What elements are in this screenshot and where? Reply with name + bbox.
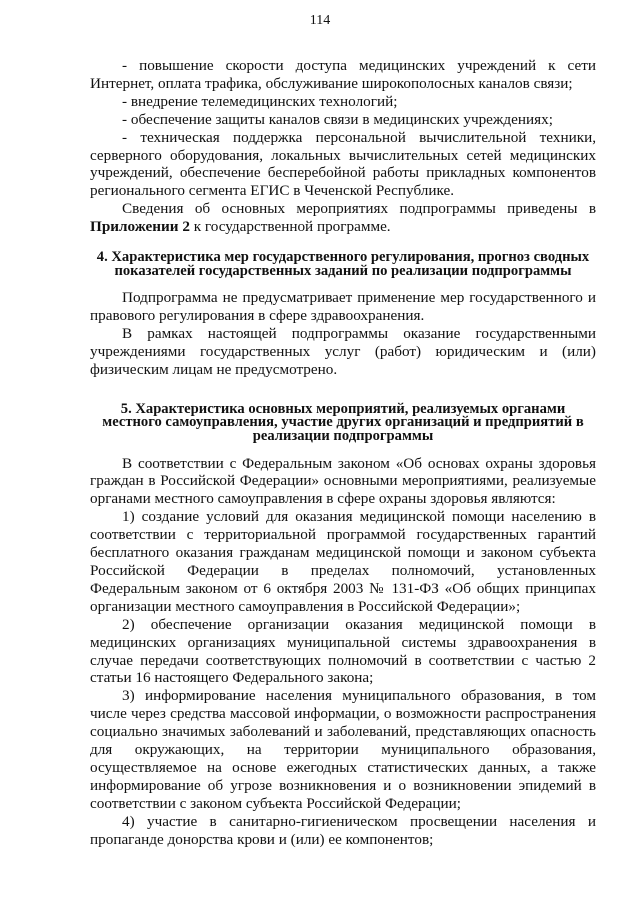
section-4-heading: 4. Характеристика мер государственного регулирования, прогноз сводных показателей государственных заданий по реализации подпрограммы [96, 249, 590, 279]
paragraph: Подпрограмма не предусматривает применение мер государственного и правового регулирования в сфере здравоохранения. [90, 289, 596, 325]
page-number: 114 [309, 13, 331, 28]
list-item: - техническая поддержка персональной вычислительной техники, серверного оборудования, локальных вычислительных сетей медицинских учреждений, обеспечение бесперебойной работы прикладных компонентов регионального сегмента ЕГИС в Чеченской Республике. [90, 128, 596, 200]
appendix-text-before: Сведения об основных мероприятиях подпрограммы приведены в [122, 200, 596, 218]
section-5-heading: 5. Характеристика основных мероприятий, реализуемых органами местного самоуправления, участие других организаций и предприятий в реализации подпрограммы [102, 400, 584, 444]
list-item: - внедрение телемедицинских технологий; [122, 92, 398, 110]
paragraph: В соответствии с Федеральным законом «Об основах охраны здоровья граждан в Российской Федерации» основными мероприятиями, реализуемые органами местного самоуправления в сфере охраны здоровья являются: [90, 454, 596, 508]
list-item: - повышение скорости доступа медицинских учреждений к сети Интернет, оплата трафика, обслуживание широкополосных каналов связи; [90, 57, 596, 92]
appendix-paragraph [90, 200, 596, 236]
appendix-text-after: к государственной программе. [189, 218, 391, 236]
list-item: 3) информирование населения муниципального образования, в том числе через средства массовой информации, о возможности распространения социально значимых заболеваний и заболеваний, представляющих опасность для окружающих, на территории муниципального образования, осуществляемое на основе ежегодных статистических данных, а также информирование об угрозе возникновения и о возникновении эпидемий в соответствии с законом субъекта Российской Федерации; [90, 687, 596, 812]
list-item: - обеспечение защиты каналов связи в медицинских учреждениях; [122, 110, 553, 128]
list-item: 1) создание условий для оказания медицинской помощи населению в соответствии с территориальной программой государственных гарантий бесплатного оказания гражданам медицинской помощи и законом субъекта Российской Федерации в пределах полномочий, установленных Федеральным законом от 6 октября 2003 № 131-ФЗ «Об общих принципах организации местного самоуправления в Российской Федерации»; [90, 508, 596, 615]
list-item: 4) участие в санитарно-гигиеническом просвещении населения и пропаганде донорства крови и (или) ее компонентов; [90, 812, 596, 848]
list-item: 2) обеспечение организации оказания медицинской помощи в медицинских организациях муниципальной системы здравоохранения в случае передачи соответствующих полномочий в соответствии с частью 2 статьи 16 настоящего Федерального закона; [90, 615, 596, 687]
appendix-reference: Приложении 2 [90, 218, 190, 236]
paragraph: В рамках настоящей подпрограммы оказание государственными учреждениями государственных услуг (работ) юридическим и (или) физическим лицам не предусмотрено. [90, 325, 596, 378]
page-content [90, 57, 596, 849]
